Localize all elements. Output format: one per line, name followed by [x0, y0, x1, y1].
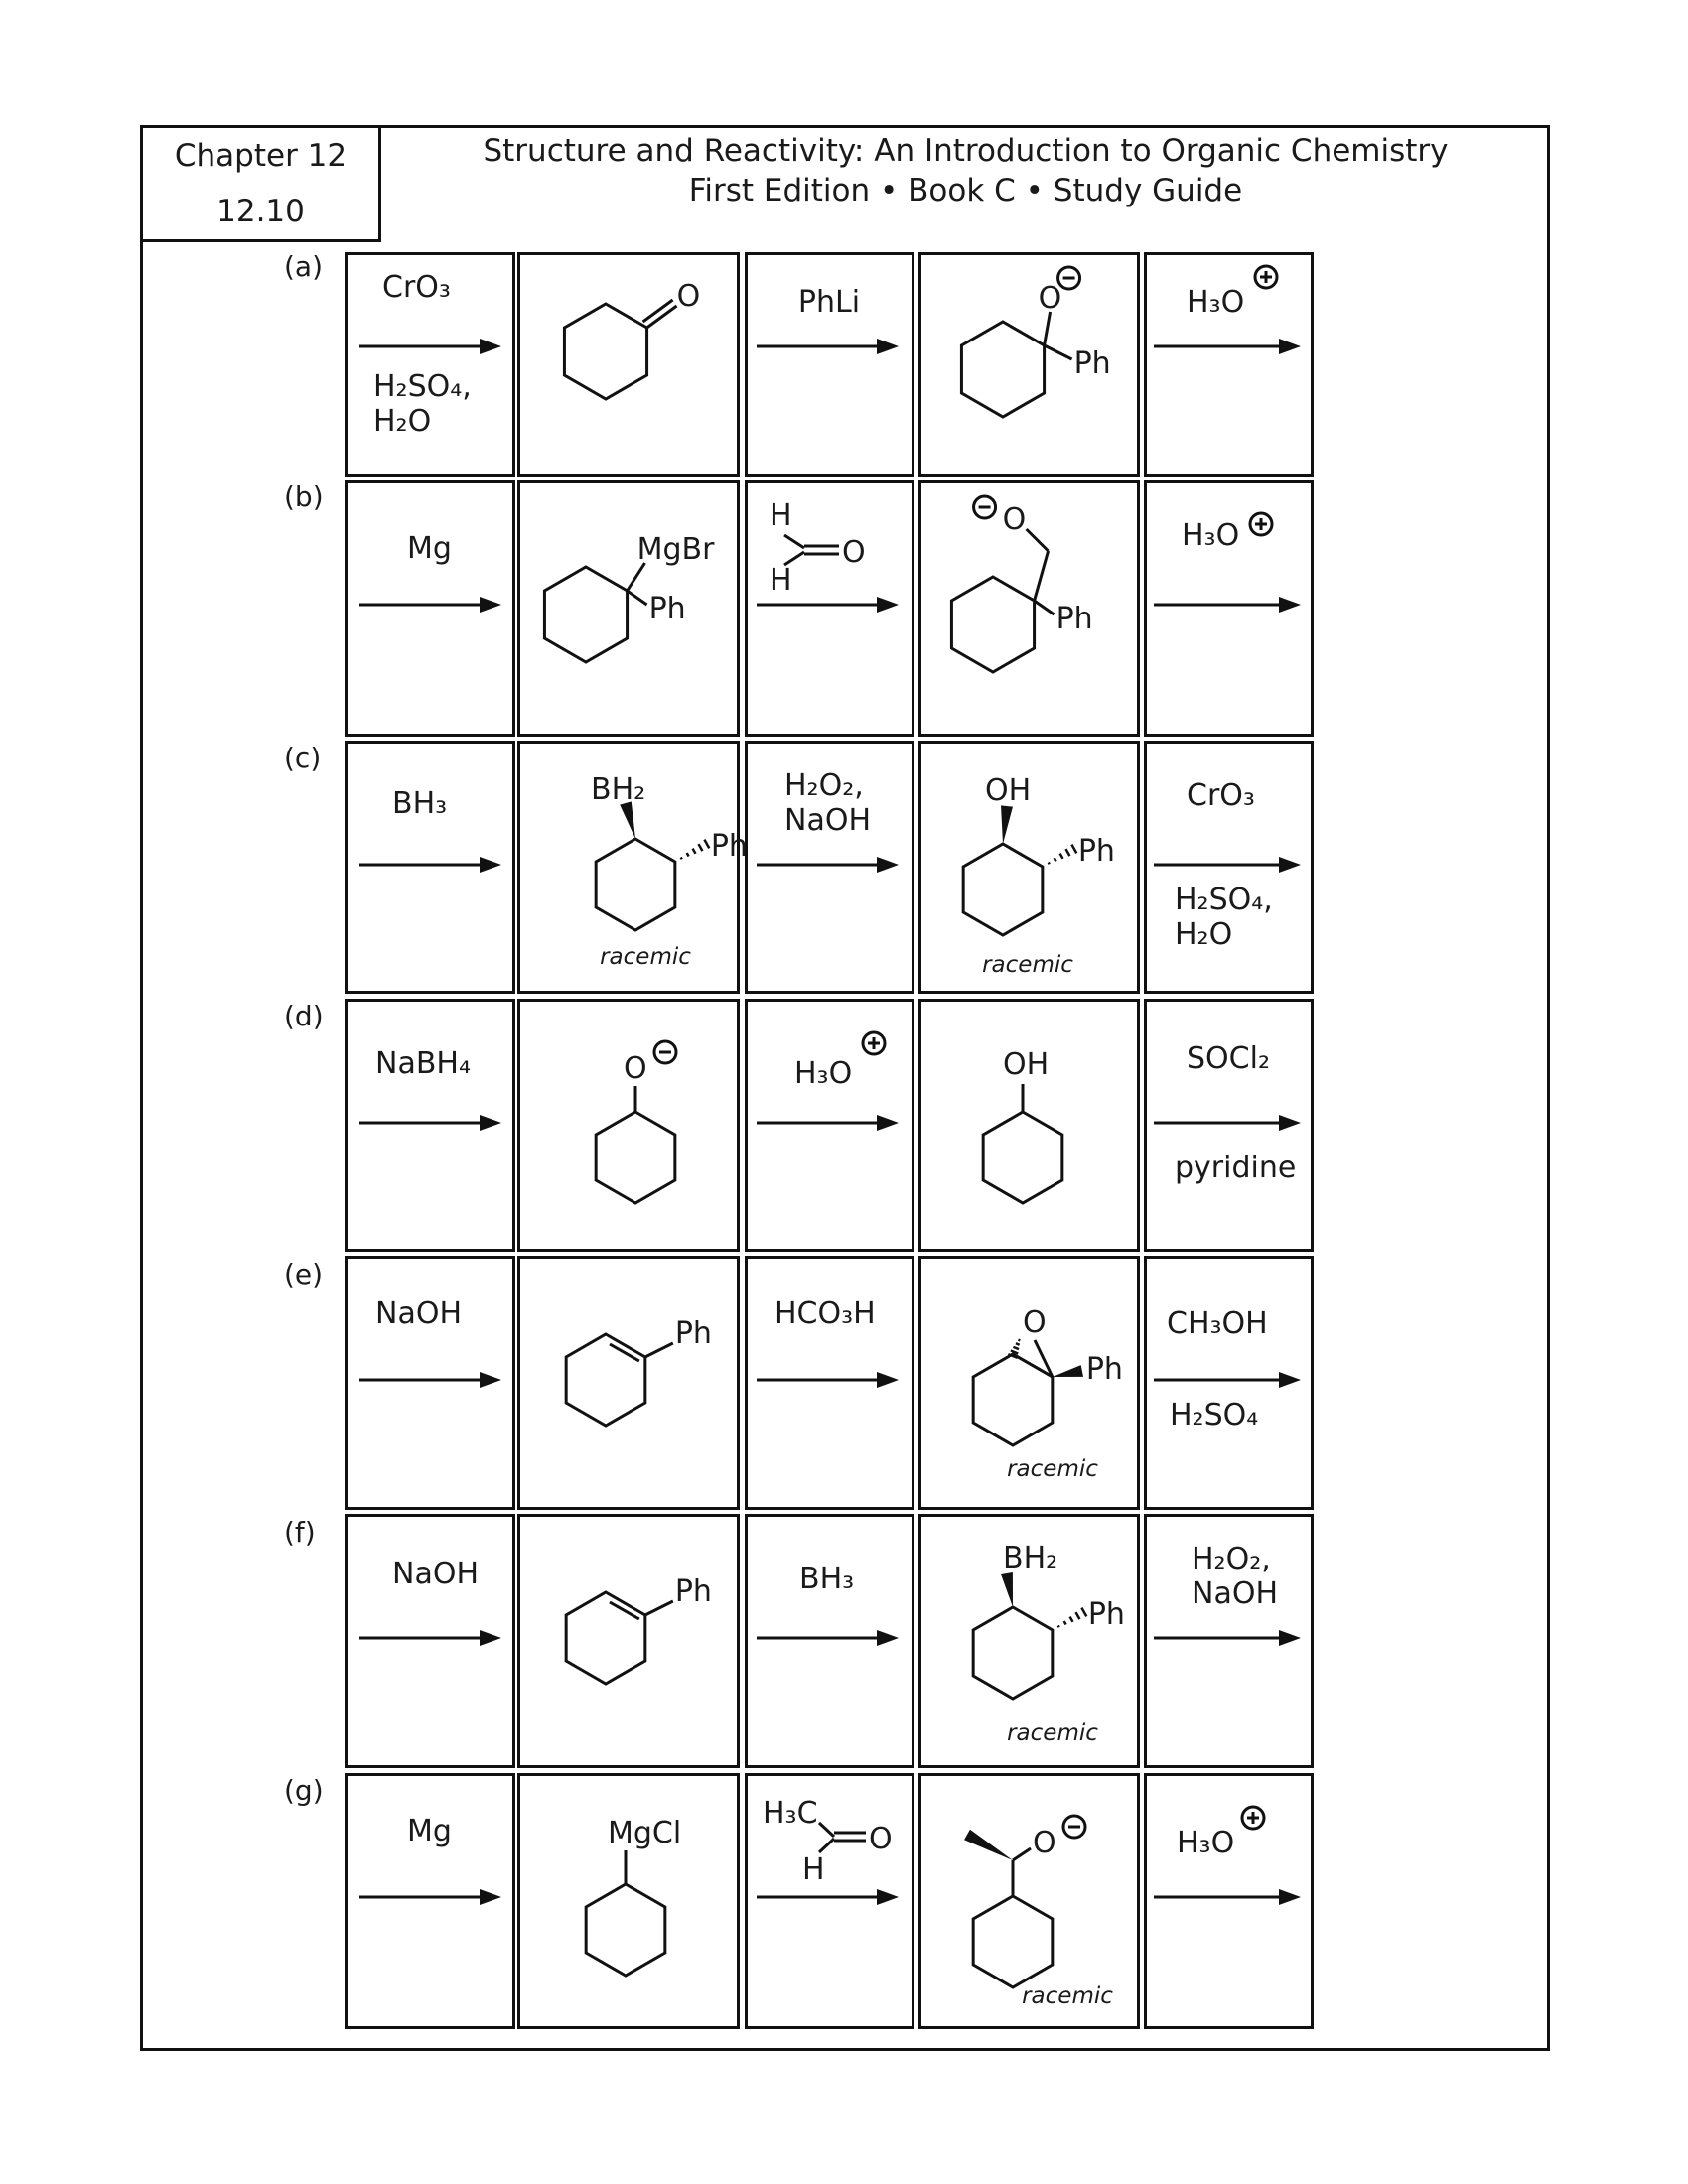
cyclohexane-ring [963, 844, 1043, 935]
reagent-label: H₃O [794, 1056, 853, 1091]
reagent-label: H₂SO₄, [373, 369, 472, 404]
minus-charge-icon [1063, 1816, 1085, 1838]
cyclohexane-ring [973, 1607, 1053, 1699]
reagent-label: H₂O [373, 404, 432, 439]
reagent-label: Mg [407, 1814, 452, 1848]
hashed-bond [1049, 845, 1077, 865]
methyl-label: H₃C [763, 1796, 818, 1831]
row-label-d: (d) [284, 1000, 324, 1032]
reagent-label: PhLi [797, 285, 861, 320]
phenyl-label: Ph [674, 1316, 712, 1351]
cyclohexane-ring [596, 839, 675, 930]
row-label-c: (c) [284, 742, 322, 774]
reaction-row-f [359, 1541, 1301, 1746]
plus-charge-icon [863, 1032, 885, 1054]
hydrogen-atom: H [770, 563, 792, 598]
racemic-label: racemic [1022, 1983, 1113, 2009]
reaction-arrow-icon [1154, 1372, 1301, 1388]
hydrogen-atom: H [802, 1852, 825, 1887]
phenyl-label: Ph [1055, 602, 1093, 636]
reaction-arrow-icon [359, 857, 501, 873]
plus-charge-icon [1250, 513, 1272, 535]
reaction-arrow-icon [359, 1889, 501, 1905]
phenyl-label: Ph [1077, 834, 1115, 869]
reaction-arrow-icon [757, 1115, 899, 1131]
magnesium-chloride-label: MgCl [608, 1816, 682, 1850]
row-label-e: (e) [284, 1258, 324, 1291]
phenyl-label: Ph [710, 829, 748, 864]
reaction-row-b [359, 496, 1301, 672]
reaction-arrow-icon [1154, 1889, 1301, 1905]
oxygen-atom: O [676, 279, 701, 314]
cyclohexane-ring [983, 1112, 1062, 1203]
reaction-arrow-icon [1154, 857, 1301, 873]
phenyl-label: Ph [674, 1574, 712, 1609]
minus-charge-icon [654, 1041, 676, 1063]
reagent-label: CrO₃ [382, 270, 451, 305]
minus-charge-icon [1058, 267, 1080, 289]
racemic-label: racemic [1007, 1456, 1098, 1482]
reaction-arrow-icon [1154, 339, 1301, 354]
racemic-label: racemic [982, 952, 1073, 978]
row-label-b: (b) [284, 480, 324, 513]
cyclohexane-ring [544, 567, 627, 662]
reagent-label: CH₃OH [1167, 1306, 1268, 1341]
plus-charge-icon [1242, 1807, 1264, 1829]
reagent-label: H₃O [1182, 518, 1240, 553]
reagent-label: NaOH [392, 1557, 479, 1591]
oxygen-atom: O [1038, 281, 1062, 316]
reagent-label: BH₃ [392, 786, 448, 821]
reagent-label: BH₃ [799, 1562, 855, 1596]
oxygen-atom: O [842, 535, 866, 570]
reagent-label: NaOH [375, 1297, 462, 1331]
hydrogen-atom: H [770, 498, 792, 533]
hydroxyl-label: OH [1003, 1047, 1050, 1082]
wedge-bond [1001, 805, 1013, 844]
chapter-label: Chapter 12 [174, 138, 348, 174]
cyclohexane-ring [566, 1334, 645, 1426]
minus-charge-icon [974, 496, 996, 518]
racemic-label: racemic [1007, 1720, 1098, 1746]
reagent-label: pyridine [1175, 1151, 1297, 1185]
row-label-a: (a) [284, 250, 324, 283]
reagent-label: H₂O [1175, 917, 1233, 952]
reaction-arrow-icon [359, 1115, 501, 1131]
cyclohexane-ring [961, 322, 1044, 417]
section-number: 12.10 [216, 194, 305, 229]
magnesium-bromide-label: MgBr [636, 532, 715, 567]
reaction-arrow-icon [359, 1630, 501, 1646]
cyclohexane-ring [596, 1112, 675, 1203]
plus-charge-icon [1255, 266, 1277, 288]
cyclohexane-ring [564, 304, 646, 399]
reagent-label: SOCl₂ [1187, 1041, 1270, 1076]
cyclohexane-ring [951, 577, 1034, 672]
hydroxyl-label: OH [985, 773, 1032, 808]
reaction-arrow-icon [757, 339, 899, 354]
reagent-label: NaBH₄ [375, 1046, 471, 1081]
wedge-bond [620, 801, 635, 839]
cyclohexane-ring [566, 1592, 645, 1684]
reaction-arrow-icon [757, 857, 899, 873]
reaction-row-c [359, 768, 1301, 978]
reaction-arrow-icon [359, 1372, 501, 1388]
phenyl-label: Ph [648, 592, 686, 626]
wedge-bond [964, 1830, 1013, 1860]
reagent-label: H₂SO₄, [1175, 883, 1273, 917]
phenyl-label: Ph [1085, 1352, 1123, 1387]
reagent-label: H₃O [1177, 1826, 1235, 1860]
reagent-label: H₂SO₄ [1170, 1398, 1259, 1433]
wedge-bond [1001, 1572, 1013, 1607]
reaction-row-d [359, 1032, 1301, 1203]
title-line-2: First Edition • Book C • Study Guide [688, 173, 1243, 208]
reaction-arrow-icon [1154, 597, 1301, 613]
reagent-label: NaOH [1192, 1576, 1278, 1611]
reaction-arrow-icon [359, 339, 501, 354]
reagent-label: H₂O₂, [784, 768, 864, 803]
borane-label: BH₂ [1003, 1541, 1058, 1575]
oxygen-atom: O [1033, 1826, 1056, 1860]
reaction-arrow-icon [757, 1372, 899, 1388]
row-label-f: (f) [284, 1516, 316, 1549]
reaction-arrow-icon [757, 1889, 899, 1905]
phenyl-label: Ph [1087, 1597, 1125, 1632]
reaction-row-a [359, 266, 1301, 439]
reagent-label: CrO₃ [1187, 778, 1255, 813]
reaction-row-e [359, 1297, 1301, 1482]
cyclohexane-ring [973, 1896, 1053, 1987]
cyclohexane-ring [586, 1884, 665, 1976]
reaction-row-g [359, 1796, 1301, 2009]
oxygen-atom: O [624, 1051, 647, 1086]
borane-label: BH₂ [591, 772, 646, 807]
reagent-label: Mg [407, 531, 452, 566]
row-label-g: (g) [284, 1774, 324, 1807]
reaction-arrow-icon [757, 1630, 899, 1646]
oxygen-atom: O [869, 1822, 893, 1856]
oxygen-atom: O [1023, 1305, 1047, 1340]
phenyl-label: Ph [1073, 346, 1111, 381]
wedge-bond [1053, 1365, 1083, 1377]
reagent-label: H₃O [1187, 285, 1245, 320]
racemic-label: racemic [600, 944, 691, 970]
hashed-bond [1058, 1608, 1087, 1628]
reagent-label: HCO₃H [774, 1297, 876, 1331]
title-line-1: Structure and Reactivity: An Introduction to Organic Chemistry [483, 133, 1449, 169]
reaction-arrow-icon [1154, 1115, 1301, 1131]
reaction-arrow-icon [359, 597, 501, 613]
oxygen-atom: O [1002, 502, 1027, 537]
reagent-label: NaOH [784, 803, 871, 838]
reagent-label: H₂O₂, [1192, 1542, 1271, 1576]
reaction-arrow-icon [757, 597, 899, 613]
cyclohexane-ring [973, 1354, 1053, 1445]
reaction-arrow-icon [1154, 1630, 1301, 1646]
hashed-bond [681, 840, 710, 860]
